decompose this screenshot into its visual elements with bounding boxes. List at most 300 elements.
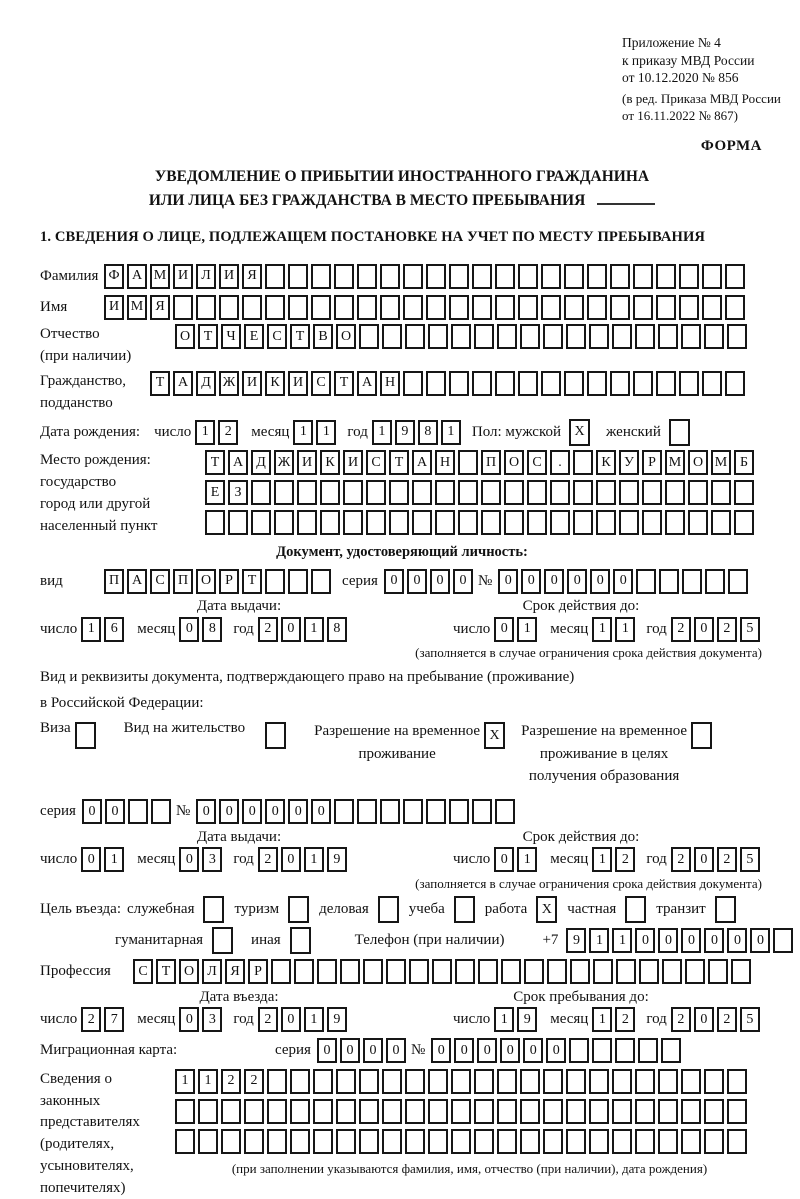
form-cell	[592, 1038, 612, 1063]
purpose-option: деловая	[319, 896, 403, 923]
form-cell	[566, 1069, 586, 1094]
form-cell	[727, 1069, 747, 1094]
identity-doc-row	[40, 567, 764, 595]
purpose-checkbox-work: X	[536, 896, 557, 923]
form-cell: К	[265, 371, 285, 396]
form-cell	[474, 324, 494, 349]
form-cell: 0	[613, 569, 633, 594]
form-cell	[435, 510, 455, 535]
day-label: число	[453, 620, 491, 637]
form-cell: 1	[304, 1007, 324, 1032]
form-cell: И	[343, 450, 363, 475]
resid-valid-month-cells	[592, 847, 638, 872]
form-cell	[405, 1129, 425, 1154]
form-cell	[704, 1069, 724, 1094]
form-cell: К	[596, 450, 616, 475]
birth-year-cells	[372, 420, 464, 445]
form-cell	[267, 1069, 287, 1094]
form-cell	[128, 799, 148, 824]
form-cell	[635, 1069, 655, 1094]
form-cell: 0	[544, 569, 564, 594]
legal-reps-note: (при заполнении указываются фамилия, имя, отчество (при наличии), дата рождения)	[231, 1160, 708, 1176]
doc-seriya-cells	[384, 569, 476, 594]
form-cell: С	[267, 324, 287, 349]
form-cell: П	[104, 569, 124, 594]
form-cell	[472, 295, 492, 320]
form-cell: П	[173, 569, 193, 594]
forma-label: ФОРМА	[700, 138, 762, 155]
form-cell	[198, 1129, 218, 1154]
form-cell	[359, 1069, 379, 1094]
form-cell	[495, 264, 515, 289]
day-label: число	[40, 620, 78, 637]
patronymic-label	[40, 324, 175, 368]
purpose-option: служебная	[127, 896, 229, 923]
form-cell: 1	[612, 928, 632, 953]
form-cell: 2	[671, 847, 691, 872]
residence-permit-checkbox	[265, 722, 286, 749]
form-cell	[366, 480, 386, 505]
form-cell: 0	[750, 928, 770, 953]
form-cell	[317, 959, 337, 984]
form-cell	[267, 1129, 287, 1154]
form-cell: О	[196, 569, 216, 594]
form-cell: Н	[380, 371, 400, 396]
form-cell: 2	[717, 1007, 737, 1032]
form-cell: Ф	[104, 264, 124, 289]
migration-card-label: Миграционная карта:	[40, 1042, 178, 1059]
form-cell	[251, 480, 271, 505]
resid-issue-day-cells	[81, 847, 127, 872]
form-cell	[612, 324, 632, 349]
doc-valid-note: (заполняется в случае ограничения срока действия документа)	[415, 645, 762, 661]
purpose-option: учеба	[409, 896, 479, 923]
form-cell	[311, 569, 331, 594]
form-cell	[541, 295, 561, 320]
form-cell: 0	[521, 569, 541, 594]
legal-reps-cells-row2	[175, 1099, 764, 1124]
form-cell	[520, 1129, 540, 1154]
form-cell: 1	[198, 1069, 218, 1094]
purpose-checkbox	[454, 896, 475, 923]
form-cell: 0	[431, 1038, 451, 1063]
form-cell	[681, 1099, 701, 1124]
form-cell: Т	[198, 324, 218, 349]
form-cell	[564, 264, 584, 289]
citizenship-cells	[150, 371, 748, 396]
form-cell: С	[150, 569, 170, 594]
form-cell: 2	[615, 847, 635, 872]
form-cell: 5	[740, 617, 760, 642]
doc-seriya-label: серия	[342, 572, 378, 589]
entry-purpose-row	[40, 896, 764, 924]
form-cell	[472, 264, 492, 289]
form-cell	[636, 569, 656, 594]
form-cell	[205, 510, 225, 535]
month-label: месяц	[550, 620, 589, 637]
form-cell: 0	[311, 799, 331, 824]
form-cell	[380, 295, 400, 320]
form-cell	[504, 480, 524, 505]
form-cell	[403, 295, 423, 320]
form-cell	[573, 480, 593, 505]
visa-option	[40, 720, 100, 749]
form-cell	[495, 371, 515, 396]
form-cell	[451, 1099, 471, 1124]
form-cell	[658, 1129, 678, 1154]
form-cell	[688, 510, 708, 535]
patronymic-label-line1: Отчество	[40, 326, 100, 343]
form-cell	[198, 1099, 218, 1124]
form-cell: 2	[258, 1007, 278, 1032]
form-cell: 2	[671, 617, 691, 642]
form-cell	[610, 295, 630, 320]
form-cell: 3	[202, 1007, 222, 1032]
form-cell	[518, 264, 538, 289]
form-cell	[449, 371, 469, 396]
form-cell	[658, 1069, 678, 1094]
form-cell: С	[527, 450, 547, 475]
form-cell	[520, 1069, 540, 1094]
form-cell	[596, 510, 616, 535]
form-cell	[449, 295, 469, 320]
form-cell	[196, 295, 216, 320]
birthplace-block	[40, 450, 764, 540]
form-cell: С	[311, 371, 331, 396]
doc-valid-month-cells	[592, 617, 638, 642]
form-cell: 0	[281, 1007, 301, 1032]
form-cell	[386, 959, 406, 984]
form-cell: 1	[517, 847, 537, 872]
form-cell	[527, 480, 547, 505]
form-cell	[412, 510, 432, 535]
residence-permit-label: Вид на жительство	[123, 720, 246, 737]
form-cell: 0	[363, 1038, 383, 1063]
form-cell	[495, 799, 515, 824]
form-cell	[219, 295, 239, 320]
form-cell: 1	[304, 847, 324, 872]
form-cell	[702, 264, 722, 289]
form-cell	[451, 1069, 471, 1094]
form-cell	[426, 799, 446, 824]
form-cell: 0	[658, 928, 678, 953]
purpose-option-work: работа X	[485, 896, 562, 923]
form-cell	[682, 569, 702, 594]
form-cell	[320, 510, 340, 535]
form-cell	[612, 1129, 632, 1154]
form-cell: 0	[498, 569, 518, 594]
form-cell: 0	[704, 928, 724, 953]
doc-valid-until-label: Срок действия до:	[522, 598, 640, 615]
form-cell	[527, 510, 547, 535]
sex-female-label: женский	[606, 423, 661, 440]
form-cell	[359, 1099, 379, 1124]
form-cell: 5	[740, 847, 760, 872]
form-cell: Р	[642, 450, 662, 475]
form-cell	[426, 371, 446, 396]
form-cell	[340, 959, 360, 984]
purpose-checkbox	[290, 927, 311, 954]
form-cell	[635, 1129, 655, 1154]
form-cell: Д	[251, 450, 271, 475]
form-cell: В	[313, 324, 333, 349]
form-cell	[320, 480, 340, 505]
temp-residence-education-option	[521, 720, 716, 788]
legal-reps-label: Сведения о законных представителях (родителях, усыновителях, попечителях)	[40, 1070, 140, 1196]
form-cell	[589, 1099, 609, 1124]
form-cell	[228, 510, 248, 535]
name-row	[40, 293, 764, 321]
form-cell	[497, 324, 517, 349]
form-cell	[432, 959, 452, 984]
citizenship-label-line2: подданство	[40, 394, 113, 411]
form-cell: 2	[671, 1007, 691, 1032]
form-cell	[481, 480, 501, 505]
form-cell: 1	[494, 1007, 514, 1032]
form-cell: Р	[248, 959, 268, 984]
form-cell: 0	[477, 1038, 497, 1063]
form-cell	[458, 510, 478, 535]
form-cell	[311, 264, 331, 289]
form-cell	[451, 324, 471, 349]
form-cell	[458, 480, 478, 505]
form-cell	[336, 1099, 356, 1124]
form-cell	[290, 1099, 310, 1124]
form-cell	[524, 959, 544, 984]
form-cell: 9	[517, 1007, 537, 1032]
form-cell	[412, 480, 432, 505]
form-cell: П	[481, 450, 501, 475]
ref-sub-line: от 16.11.2022 № 867)	[622, 107, 739, 123]
form-cell: 0	[386, 1038, 406, 1063]
form-cell	[681, 324, 701, 349]
form-cell: Т	[290, 324, 310, 349]
phone-label: Телефон (при наличии)	[354, 932, 505, 949]
day-label: число	[40, 1011, 78, 1028]
form-cell	[570, 959, 590, 984]
citizenship-label	[40, 371, 150, 415]
form-cell: 6	[104, 617, 124, 642]
form-cell	[403, 264, 423, 289]
form-cell	[244, 1129, 264, 1154]
form-cell	[366, 510, 386, 535]
form-cell: 0	[179, 1007, 199, 1032]
citizenship-row	[40, 371, 764, 415]
entry-date-label: Дата въезда:	[199, 988, 279, 1005]
birthplace-label-line3: город или другой	[40, 495, 151, 512]
form-cell	[633, 264, 653, 289]
surname-cells	[104, 264, 748, 289]
form-cell: 2	[81, 1007, 101, 1032]
form-cell: 0	[590, 569, 610, 594]
purpose-checkbox	[378, 896, 399, 923]
form-cell	[679, 264, 699, 289]
form-cell	[334, 264, 354, 289]
residence-doc-options	[40, 720, 764, 788]
doc-issue-day-cells	[81, 617, 127, 642]
form-cell	[290, 1069, 310, 1094]
form-cell	[389, 510, 409, 535]
form-cell	[566, 1129, 586, 1154]
form-cell: 0	[288, 799, 308, 824]
form-cell: Т	[334, 371, 354, 396]
doc-type-label: вид	[40, 572, 63, 589]
doc-issue-date-label: Дата выдачи:	[196, 598, 282, 615]
form-cell	[661, 1038, 681, 1063]
form-cell	[566, 1099, 586, 1124]
month-label: месяц	[137, 1011, 176, 1028]
stay-until-label: Срок пребывания до:	[513, 988, 649, 1005]
residence-permit-option	[124, 720, 290, 749]
form-cell	[773, 928, 793, 953]
birthdate-label: Дата рождения:	[40, 423, 141, 440]
birthplace-cells-row2	[205, 480, 757, 505]
patronymic-cells	[175, 324, 750, 349]
form-cell	[610, 371, 630, 396]
form-cell: 2	[717, 847, 737, 872]
form-cell: З	[228, 480, 248, 505]
form-cell	[428, 1069, 448, 1094]
form-cell	[343, 480, 363, 505]
form-cell	[550, 510, 570, 535]
form-cell: 9	[327, 1007, 347, 1032]
form-cell	[708, 959, 728, 984]
entry-dates-row	[40, 1006, 764, 1034]
form-cell	[569, 1038, 589, 1063]
form-cell	[656, 371, 676, 396]
temp-residence-education-label: Разрешение на временное проживание в целях получения образования	[521, 723, 688, 785]
form-cell	[639, 959, 659, 984]
year-label: год	[646, 1011, 667, 1028]
purpose-option: гуманитарная	[115, 927, 237, 954]
form-cell	[518, 371, 538, 396]
birthdate-row	[40, 418, 764, 446]
entry-date-labels	[40, 989, 764, 1006]
birthplace-cells-row3	[205, 510, 757, 535]
form-cell: 0	[546, 1038, 566, 1063]
form-cell	[612, 1099, 632, 1124]
form-cell: 2	[717, 617, 737, 642]
form-cell	[550, 480, 570, 505]
form-cell	[426, 264, 446, 289]
form-cell: 1	[304, 617, 324, 642]
form-cell: А	[357, 371, 377, 396]
residence-doc-number-row	[40, 798, 764, 826]
resid-valid-note: (заполняется в случае ограничения срока действия документа)	[415, 875, 762, 891]
year-label: год	[233, 851, 254, 868]
form-cell: 2	[218, 420, 238, 445]
resid-seriya-label: серия	[40, 803, 76, 820]
form-cell	[518, 295, 538, 320]
form-cell: 9	[566, 928, 586, 953]
form-cell	[619, 480, 639, 505]
form-cell: Л	[202, 959, 222, 984]
form-cell: С	[133, 959, 153, 984]
resid-dates-row	[40, 846, 764, 874]
ref-line: к приказу МВД России	[622, 52, 755, 68]
form-cell	[265, 569, 285, 594]
form-cell	[659, 569, 679, 594]
form-cell: 0	[694, 847, 714, 872]
form-cell	[175, 1129, 195, 1154]
form-cell: 0	[82, 799, 102, 824]
form-cell: А	[412, 450, 432, 475]
doc-dates-row	[40, 615, 764, 643]
form-cell	[665, 480, 685, 505]
form-cell: 2	[615, 1007, 635, 1032]
blank-underline	[597, 190, 655, 205]
form-cell	[497, 1129, 517, 1154]
form-cell	[573, 510, 593, 535]
form-cell	[297, 480, 317, 505]
form-cell	[704, 1099, 724, 1124]
form-cell	[679, 371, 699, 396]
form-cell	[382, 1099, 402, 1124]
form-cell	[665, 510, 685, 535]
form-cell	[589, 1069, 609, 1094]
form-cell: 1	[372, 420, 392, 445]
resid-valid-day-cells	[494, 847, 540, 872]
form-cell: 2	[258, 617, 278, 642]
form-cell: 0	[635, 928, 655, 953]
form-cell: Т	[156, 959, 176, 984]
purpose-option: туризм	[234, 896, 313, 923]
form-cell	[734, 480, 754, 505]
form-cell	[451, 1129, 471, 1154]
form-cell	[297, 510, 317, 535]
form-cell	[635, 1099, 655, 1124]
doc-valid-year-cells	[671, 617, 763, 642]
form-cell	[734, 510, 754, 535]
form-cell	[403, 371, 423, 396]
form-cell: М	[127, 295, 147, 320]
form-cell: Я	[150, 295, 170, 320]
form-cell	[564, 371, 584, 396]
form-cell	[704, 324, 724, 349]
form-cell	[727, 1129, 747, 1154]
form-cell: 1	[175, 1069, 195, 1094]
form-cell	[428, 324, 448, 349]
year-label: год	[233, 620, 254, 637]
form-cell: 0	[281, 847, 301, 872]
form-cell	[497, 1069, 517, 1094]
form-cell	[543, 1069, 563, 1094]
form-cell	[728, 569, 748, 594]
form-cell	[702, 371, 722, 396]
form-cell	[725, 295, 745, 320]
form-cell: 0	[81, 847, 101, 872]
form-cell	[380, 799, 400, 824]
form-cell	[151, 799, 171, 824]
form-cell	[474, 1099, 494, 1124]
form-cell: А	[228, 450, 248, 475]
form-cell	[449, 264, 469, 289]
resid-number-label: №	[175, 803, 191, 820]
form-cell: 5	[740, 1007, 760, 1032]
form-cell	[587, 264, 607, 289]
form-cell	[382, 324, 402, 349]
form-cell: О	[175, 324, 195, 349]
form-cell: 0	[219, 799, 239, 824]
ref-line: Приложение № 4	[622, 35, 721, 50]
phone-prefix: +7	[542, 932, 559, 949]
form-cell	[458, 450, 478, 475]
form-cell: 1	[195, 420, 215, 445]
surname-row	[40, 262, 764, 290]
form-cell: 0	[727, 928, 747, 953]
birthplace-label	[40, 450, 205, 537]
form-cell: Ч	[221, 324, 241, 349]
